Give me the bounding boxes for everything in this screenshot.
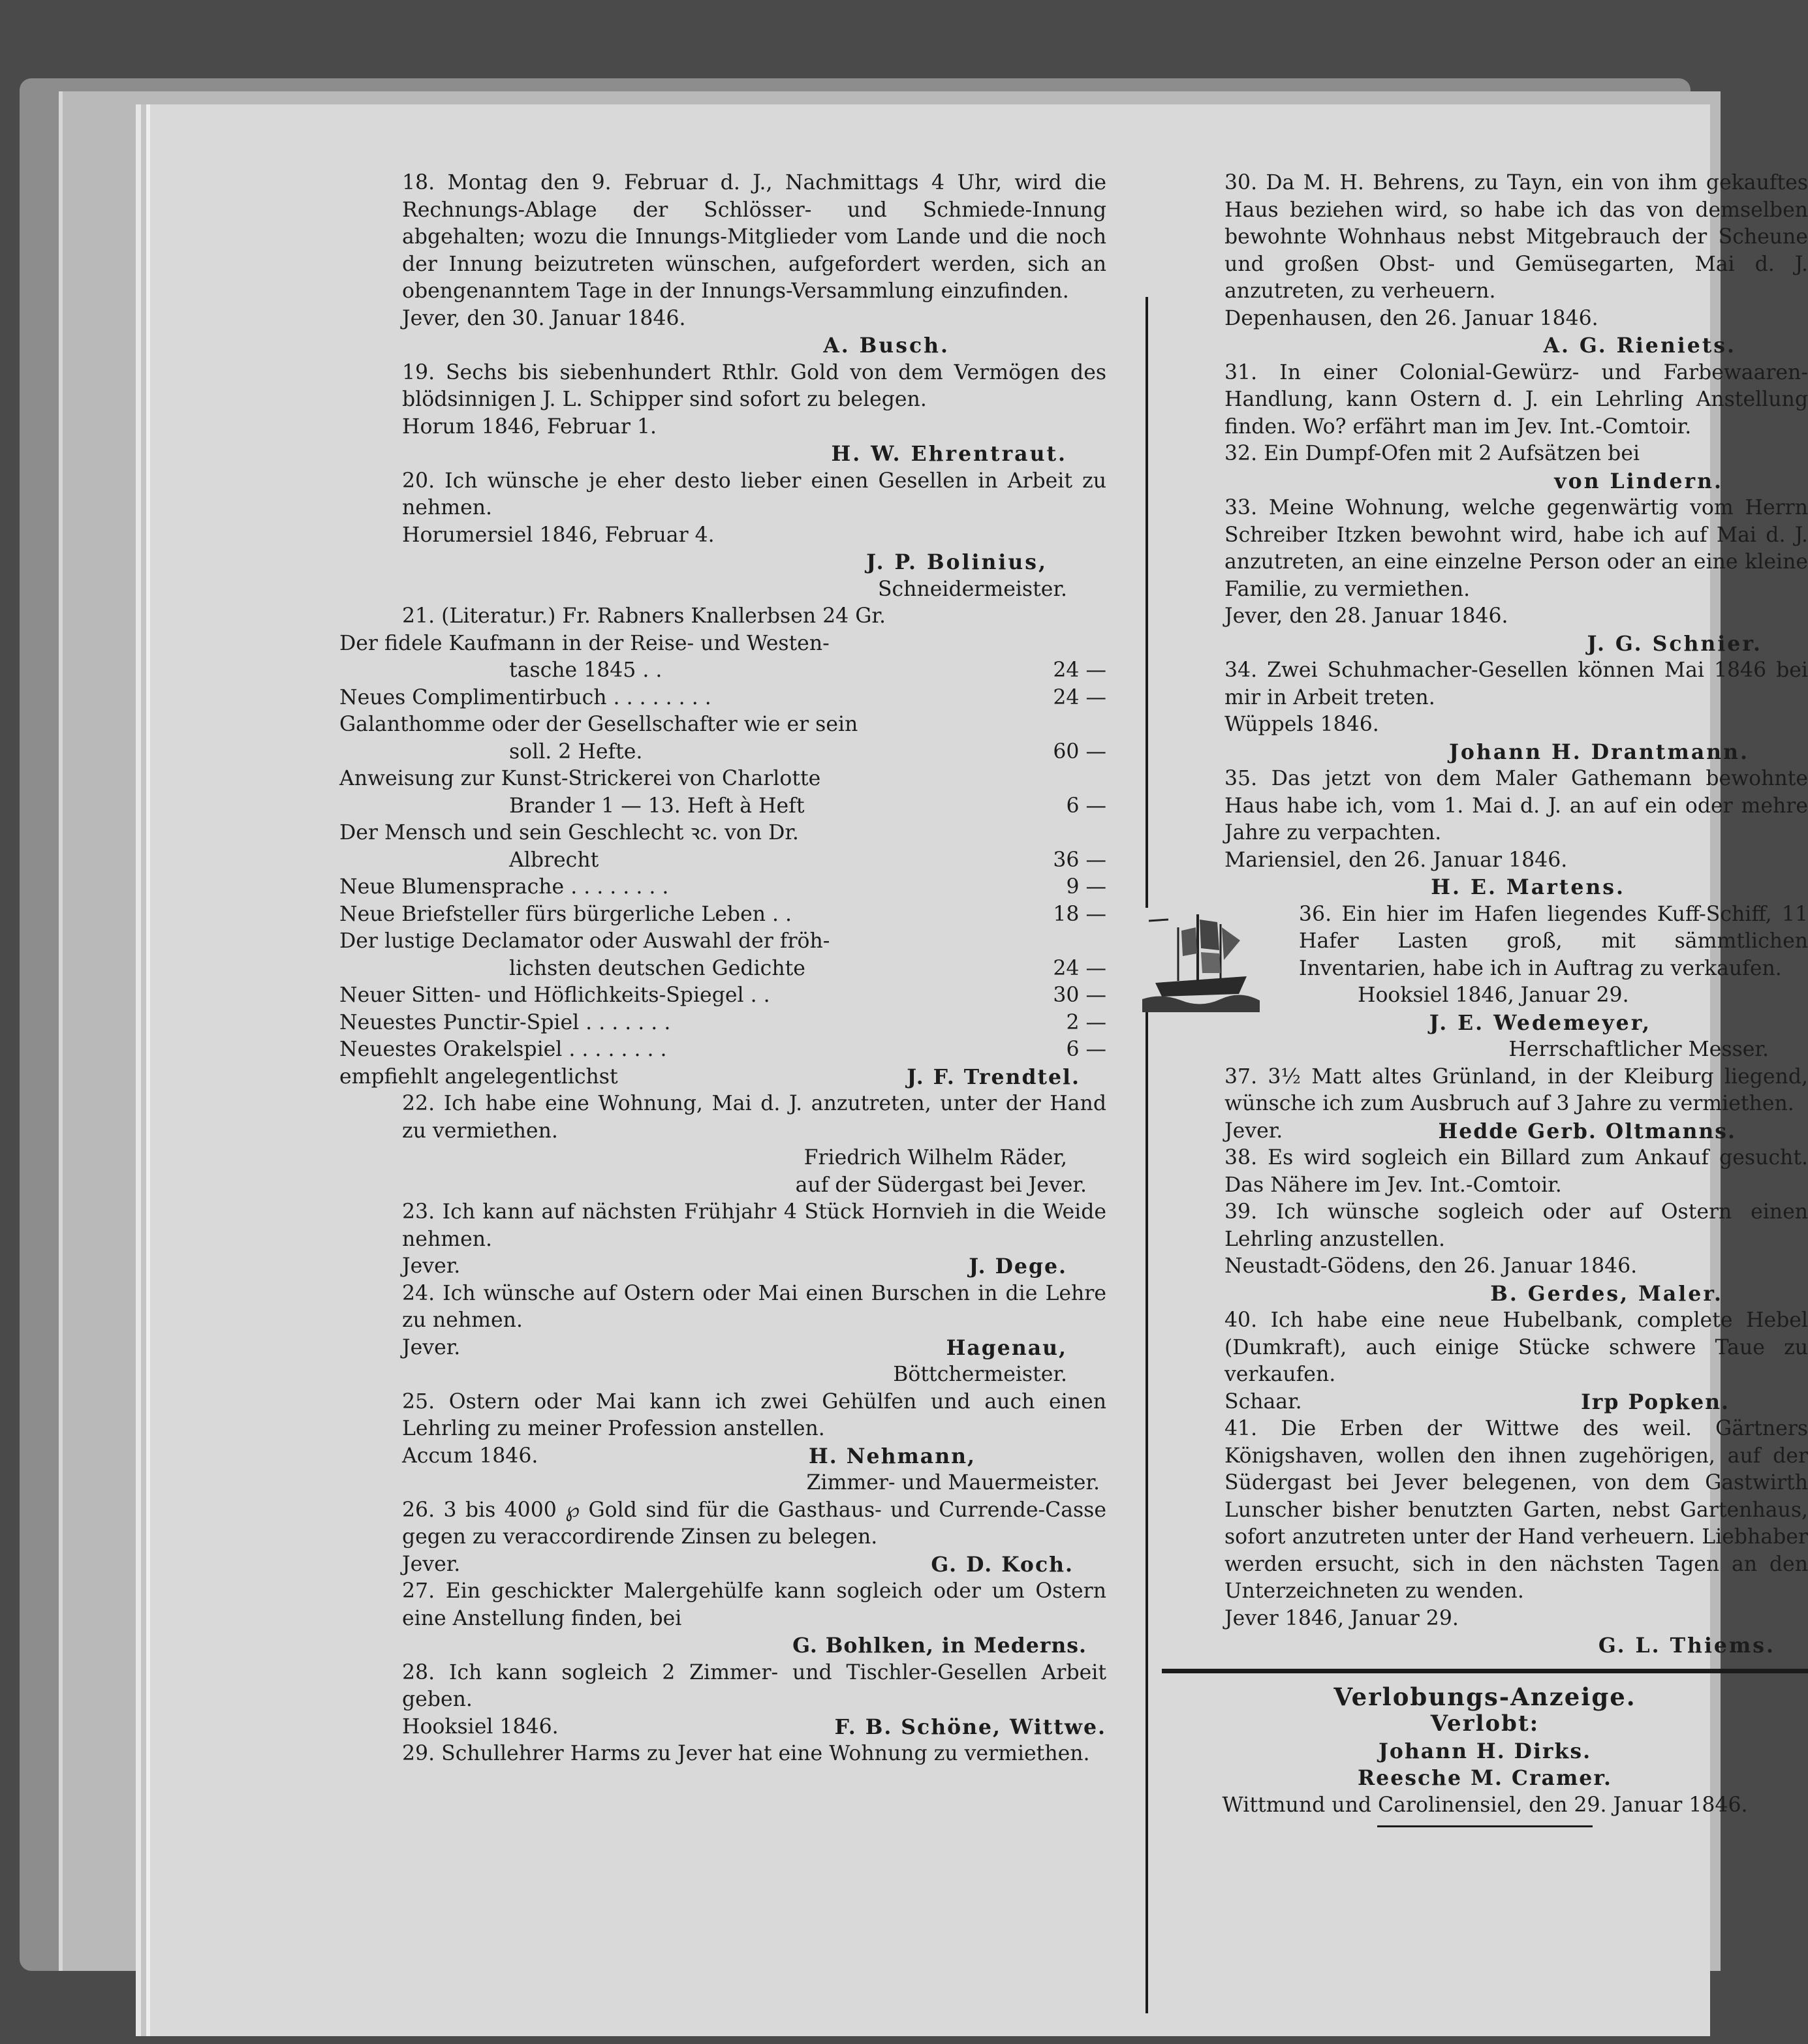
book-price-row: [339, 901, 1106, 929]
ad-21-literature: [339, 603, 1106, 1091]
ad-signature-title: Böttchermeister.: [893, 1363, 1067, 1386]
book-price: 6 —: [1066, 1038, 1106, 1061]
ad-place: Wüppels 1846.: [1224, 713, 1379, 736]
ad-signature: J. E. Wedemeyer,: [1429, 1010, 1651, 1035]
ad-18: [339, 170, 1106, 360]
ad-place: Accum 1846.: [402, 1444, 538, 1468]
closing-rule: [1377, 1825, 1593, 1827]
ad-26: [339, 1497, 1106, 1579]
book-price: 9 —: [1066, 875, 1106, 899]
ad-text: 31. In einer Colonial-Gewürz- und Farbewaaren-Handlung, kann Ostern d. J. ein Lehrling Anstellung finden. Wo? erfährt man im Jev. Int.-Comtoir.: [1224, 360, 1808, 439]
book-title: Albrecht: [509, 848, 599, 872]
book-title: lichsten deutschen Gedichte: [509, 956, 805, 980]
left-column: [339, 170, 1106, 1768]
ad-signature: J. P. Bolinius,: [866, 550, 1048, 574]
book-price-row: [339, 928, 1106, 955]
ad-signature: H. E. Martens.: [1431, 875, 1625, 899]
ad-place: Hooksiel 1846, Januar 29.: [1358, 983, 1629, 1007]
book-price-row: [339, 1036, 1106, 1064]
book-title: tasche 1845 . .: [509, 658, 662, 682]
ad-30: [1162, 170, 1808, 360]
ad-41: [1162, 1416, 1808, 1660]
ad-place: Jever, den 30. Januar 1846.: [402, 306, 686, 330]
book-price: 30 —: [1053, 983, 1106, 1007]
ad-text: 19. Sechs bis siebenhundert Rthlr. Gold von dem Vermögen des blödsinnigen J. L. Schipper sind sofort zu belegen.: [402, 360, 1106, 411]
ad-text: 23. Ich kann auf nächsten Frühjahr 4 Stück Hornvieh in die Weide nehmen.: [402, 1200, 1106, 1251]
ad-text: 28. Ich kann sogleich 2 Zimmer- und Tischler-Gesellen Arbeit geben.: [402, 1660, 1106, 1711]
book-price-row: [339, 739, 1106, 766]
ad-text: 38. Es wird sogleich ein Billard zum Ankauf gesucht. Das Nähere im Jev. Int.-Comtoir.: [1224, 1146, 1808, 1197]
ad-text: 29. Schullehrer Harms zu Jever hat eine Wohnung zu vermiethen.: [402, 1742, 1090, 1765]
book-title: Anweisung zur Kunst-Strickerei von Charlotte: [339, 767, 821, 790]
book-price-row: [339, 793, 1106, 820]
ad-signature: A. Busch.: [823, 333, 950, 358]
ad-34: [1162, 657, 1808, 766]
ad-31: [1162, 360, 1808, 441]
ad-38: [1162, 1145, 1808, 1199]
ad-place: Horumersiel 1846, Februar 4.: [402, 523, 715, 547]
engagement-notice: [1162, 1684, 1808, 1828]
ad-signature: B. Gerdes, Maler.: [1490, 1281, 1723, 1306]
ad-25: [339, 1389, 1106, 1497]
column-divider: [1146, 297, 1148, 2013]
book-price-row: [339, 820, 1106, 847]
book-price: 24 —: [1053, 685, 1106, 709]
ad-signature-title: Schneidermeister.: [877, 577, 1067, 601]
ad-text: 37. 3½ Matt altes Grünland, in der Kleiburg liegend, wünsche ich zum Ausbruch auf 3 Jahre zu vermiethen.: [1224, 1064, 1808, 1115]
right-column: [1162, 170, 1808, 1827]
ad-place: Jever.: [402, 1335, 461, 1359]
ad-24: [339, 1280, 1106, 1389]
ad-place-row: [339, 1551, 1106, 1579]
book-title: Der Mensch und sein Geschlecht ꝛc. von Dr.: [339, 821, 799, 844]
book-title: Neuer Sitten- und Höflichkeits-Spiegel . .: [339, 983, 770, 1007]
ad-signature: Irp Popken.: [1581, 1389, 1730, 1414]
ad-signature-address: auf der Südergast bei Jever.: [795, 1173, 1087, 1197]
engagement-place: Wittmund und Carolinensiel, den 29. Januar 1846.: [1222, 1793, 1748, 1817]
ad-text: 27. Ein geschickter Malergehülfe kann sogleich oder um Ostern eine Anstellung finden, bei: [402, 1579, 1106, 1630]
book-price: [995, 630, 1106, 658]
book-price-row: [339, 657, 1106, 685]
book-title: Neues Complimentirbuch . . . . . . . .: [339, 685, 711, 709]
book-price: [995, 711, 1106, 739]
ad-35: [1162, 766, 1808, 901]
ad-text: 25. Ostern oder Mai kann ich zwei Gehülfen und auch einen Lehrling zu meiner Profession anstellen.: [402, 1389, 1106, 1440]
book-price: [995, 928, 1106, 955]
book-title: Neue Briefsteller fürs bürgerliche Leben . .: [339, 902, 792, 926]
book-price: 2 —: [1066, 1010, 1106, 1034]
book-price-row: [339, 685, 1106, 712]
ad-text: 18. Montag den 9. Februar d. J., Nachmittags 4 Uhr, wird die Rechnungs-Ablage der Schlösser- und Schmiede-Innung abgehalten; wozu die Innungs-Mitglieder vom Lande und die noch der Innung beizutreten wünschen, aufgefordert werden, sich an obengenanntem Tage in der Innungs-Versammlung einzufinden.: [402, 171, 1106, 303]
ad-place: Depenhausen, den 26. Januar 1846.: [1224, 306, 1598, 330]
book-title: Neue Blumensprache . . . . . . . .: [339, 875, 669, 899]
ad-text: 35. Das jetzt von dem Maler Gathemann bewohnte Haus habe ich, vom 1. Mai d. J. an auf ein oder mehre Jahre zu verpachten.: [1224, 767, 1808, 844]
book-price-row: [339, 1010, 1106, 1037]
ad-signature: A. G. Rieniets.: [1543, 333, 1736, 358]
ad-place-row: [339, 1253, 1106, 1280]
newspaper-page: [150, 104, 1808, 2036]
ad-place: Jever.: [1224, 1119, 1283, 1143]
book-price-row: [339, 982, 1106, 1010]
ad-19: [339, 360, 1106, 468]
ad-signature: F. B. Schöne, Wittwe.: [834, 1714, 1106, 1739]
ad-text: 22. Ich habe eine Wohnung, Mai d. J. anzutreten, unter der Hand zu vermiethen.: [402, 1092, 1106, 1143]
book-price: [995, 766, 1106, 793]
ad-27: [339, 1578, 1106, 1660]
book-title: Brander 1 — 13. Heft à Heft: [509, 794, 805, 818]
ad-signature: G. L. Thiems.: [1598, 1634, 1775, 1658]
ad-signature: J. G. Schnier.: [1587, 631, 1762, 656]
ad-20: [339, 468, 1106, 604]
ad-place: Jever.: [402, 1552, 461, 1576]
book-title: Der lustige Declamator oder Auswahl der fröh-: [339, 929, 830, 953]
book-title: Der fidele Kaufmann in der Reise- und Westen-: [339, 631, 830, 655]
ad-place-row: [1162, 1118, 1808, 1145]
ad-signature: G. Bohlken, in Mederns.: [792, 1634, 1087, 1658]
engaged-name-1: Johann H. Dirks.: [1378, 1739, 1592, 1763]
ad-signature: J. F. Trendtel.: [907, 1064, 1080, 1089]
ad-signature: H. Nehmann,: [809, 1444, 976, 1468]
book-price-list: [339, 630, 1106, 1064]
book-title: Neuestes Punctir-Spiel . . . . . . .: [339, 1010, 671, 1034]
ad-text: 34. Zwei Schuhmacher-Gesellen können Mai 1846 bei mir in Arbeit treten.: [1224, 658, 1808, 709]
ad-signature: H. W. Ehrentraut.: [831, 442, 1067, 466]
ad-text: 33. Meine Wohnung, welche gegenwärtig vom Herrn Schreiber Itzken bewohnt wird, habe ich auf Mai d. J. anzutreten, an eine einzelne Person oder an eine kleine Familie, zu vermiethen.: [1224, 496, 1808, 601]
engagement-heading: Verlobungs-Anzeige.: [1333, 1682, 1636, 1711]
ad-place-row: [339, 1335, 1106, 1362]
book-price: 24 —: [1053, 956, 1106, 980]
ad-footer: [339, 1064, 1106, 1091]
book-title: Galanthomme oder der Gesellschafter wie er sein: [339, 713, 858, 736]
ad-signature: Hedde Gerb. Oltmanns.: [1438, 1119, 1736, 1143]
ad-text: 36. Ein hier im Hafen liegendes Kuff-Schiff, 11 Hafer Lasten groß, mit sämmtlichen Inventarien, habe ich in Auftrag zu verkaufen.: [1299, 902, 1808, 980]
ad-place: Jever 1846, Januar 29.: [1224, 1606, 1459, 1630]
ad-place: Horum 1846, Februar 1.: [402, 414, 657, 439]
ad-text: 26. 3 bis 4000 ℘ Gold sind für die Gasthaus- und Currende-Casse gegen zu veraccordirende Zinsen zu belegen.: [402, 1498, 1106, 1549]
engagement-subheading: Verlobt:: [1430, 1711, 1540, 1737]
ad-text: 30. Da M. H. Behrens, zu Tayn, ein von ihm gekauftes Haus beziehen wird, so habe ich das von demselben bewohnte Wohnhaus nebst Mitgebrauch der Scheune und großen Obst- und Gemüsegarten, Mai d. J. anzutreten, zu verheuern.: [1224, 171, 1808, 303]
book-price: 24 —: [1053, 658, 1106, 682]
ad-place: Jever, den 28. Januar 1846.: [1224, 604, 1508, 628]
ad-signature: von Lindern.: [1554, 469, 1723, 493]
ad-place-row: [339, 1443, 1106, 1470]
ship-icon: [1142, 908, 1260, 1012]
ad-signature: Hagenau,: [946, 1335, 1067, 1360]
ad-22: [339, 1091, 1106, 1199]
ad-39: [1162, 1199, 1808, 1307]
ad-signature: Johann H. Drantmann.: [1449, 739, 1749, 764]
book-price: 60 —: [1053, 739, 1106, 764]
ad-place: Jever.: [402, 1254, 461, 1278]
ad-text: 39. Ich wünsche sogleich oder auf Ostern einen Lehrling anzustellen.: [1224, 1200, 1808, 1251]
ad-signature: G. D. Koch.: [931, 1552, 1074, 1577]
ad-32: [1162, 441, 1808, 495]
ad-place-row: [1162, 1389, 1808, 1416]
ad-place-row: [339, 1714, 1106, 1741]
ad-33: [1162, 495, 1808, 657]
ad-heading: 21. (Literatur.) Fr. Rabners Knallerbsen 24 Gr.: [402, 604, 886, 628]
book-price: [995, 820, 1106, 847]
ad-23: [339, 1199, 1106, 1280]
ad-37: [1162, 1064, 1808, 1145]
ad-place: Hooksiel 1846.: [402, 1714, 559, 1739]
ad-29: [339, 1741, 1106, 1768]
book-price: 18 —: [1053, 902, 1106, 926]
ad-36: [1162, 901, 1808, 1064]
ad-signature: Friedrich Wilhelm Räder,: [803, 1146, 1067, 1169]
book-title: Neuestes Orakelspiel . . . . . . . .: [339, 1038, 667, 1061]
ad-place: Neustadt-Gödens, den 26. Januar 1846.: [1224, 1254, 1638, 1278]
book-price-row: [339, 874, 1106, 901]
book-price-row: [339, 711, 1106, 739]
ad-text: 32. Ein Dumpf-Ofen mit 2 Aufsätzen bei: [1224, 442, 1640, 465]
section-divider: [1162, 1669, 1808, 1673]
book-title: soll. 2 Hefte.: [509, 739, 643, 764]
ad-place: Schaar.: [1224, 1389, 1302, 1414]
ad-signature: J. Dege.: [969, 1254, 1067, 1278]
book-price-row: [339, 847, 1106, 875]
ad-text: 41. Die Erben der Wittwe des weil. Gärtners Königshaven, wollen den ihnen zugehörigen, auf der Südergast bei Jever belegenen, von dem Gastwirth Lunscher bisher benutzten Garten, nebst Gartenhaus, sofort anzutreten unter der Hand verheuern. Liebhaber werden ersucht, sich in den nächsten Tagen an den Unterzeichneten zu wenden.: [1224, 1417, 1808, 1603]
ad-text: 40. Ich habe eine neue Hubelbank, complete Hebel (Dumkraft), auch einige Stücke schwere Taue zu verkaufen.: [1224, 1308, 1808, 1386]
book-price-row: [339, 955, 1106, 983]
engaged-name-2: Reesche M. Cramer.: [1357, 1766, 1612, 1790]
ad-footer-text: empfiehlt angelegentlichst: [339, 1064, 618, 1089]
book-price: 36 —: [1053, 848, 1106, 872]
ad-text: 20. Ich wünsche je eher desto lieber einen Gesellen in Arbeit zu nehmen.: [402, 469, 1106, 519]
ad-signature-title: Herrschaftlicher Messer.: [1508, 1038, 1769, 1061]
ad-28: [339, 1660, 1106, 1741]
ad-signature-title: Zimmer- und Mauermeister.: [806, 1471, 1100, 1494]
ad-text: 24. Ich wünsche auf Ostern oder Mai einen Burschen in die Lehre zu nehmen.: [402, 1281, 1106, 1332]
book-price: 6 —: [1066, 794, 1106, 818]
book-price-row: [339, 630, 1106, 658]
book-price-row: [339, 766, 1106, 793]
ad-40: [1162, 1307, 1808, 1416]
ad-place: Mariensiel, den 26. Januar 1846.: [1224, 848, 1568, 872]
